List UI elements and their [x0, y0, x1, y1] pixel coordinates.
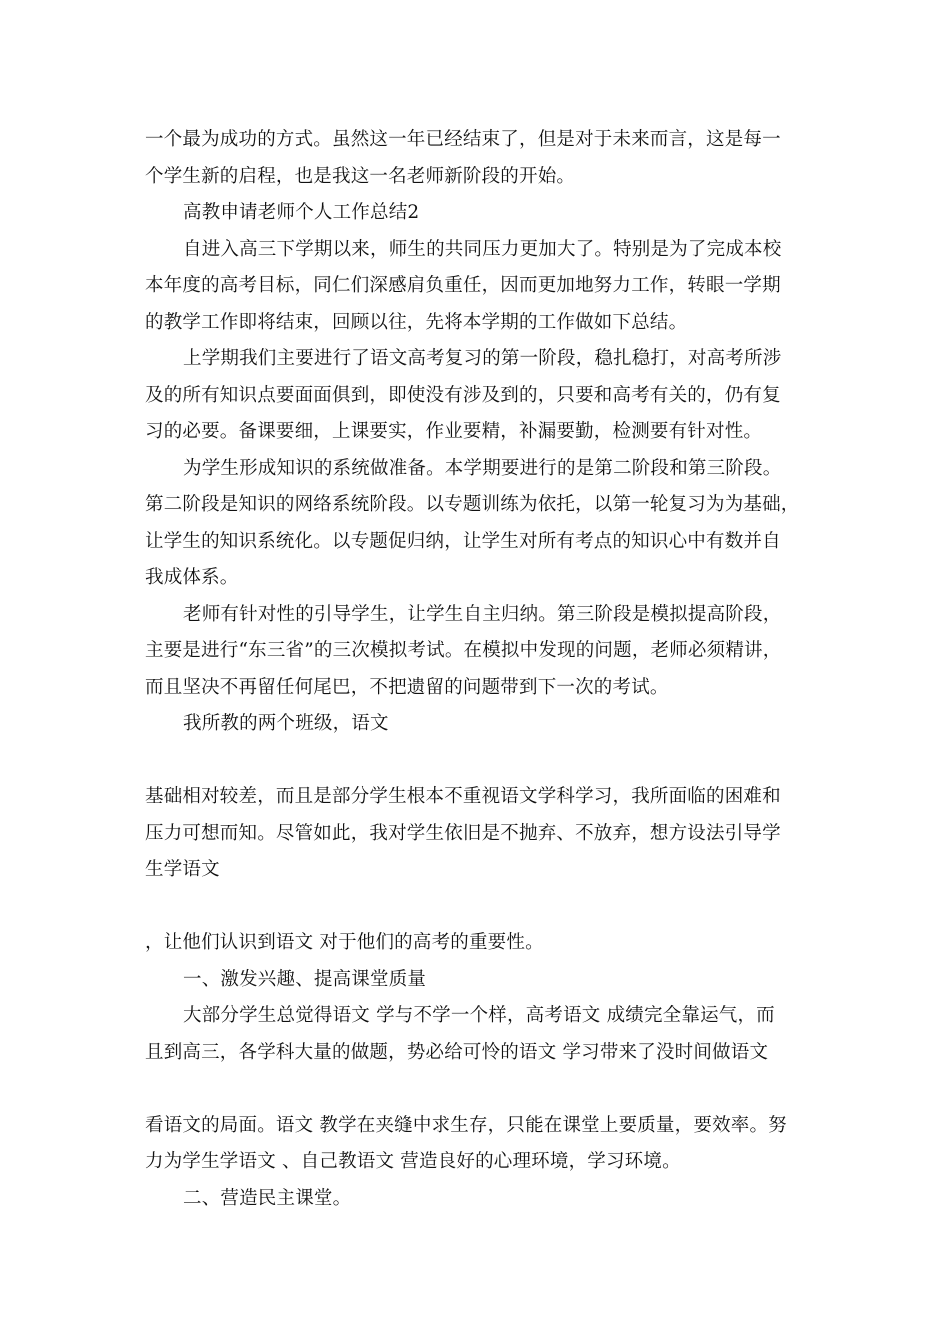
text-line: 压力可想而知。尽管如此，我对学生依旧是不抛弃、不放弃，想方设法引导学	[145, 822, 781, 844]
text-line: 的教学工作即将结束，回顾以往，先将本学期的工作做如下总结。	[145, 311, 688, 333]
text-line: 一个最为成功的方式。虽然这一年已经结束了，但是对于未来而言，这是每一	[145, 129, 781, 150]
text-line: 生学语文	[145, 859, 220, 880]
paragraph-gap	[145, 1071, 805, 1108]
text-line: 第二阶段是知识的网络系统阶段。以专题训练为依托，以第一轮复习为为基础，	[145, 494, 800, 515]
document-page	[145, 122, 805, 1217]
text-line: 让学生的知识系统化。以专题促归纳，让学生对所有考点的知识心中有数并自	[145, 530, 781, 552]
text-line: 基础相对较差，而且是部分学生根本不重视语文学科学习，我所面临的困难和	[145, 786, 781, 807]
text-line: 我成体系。	[145, 567, 239, 588]
text-line: 上学期我们主要进行了语文高考复习的第一阶段，稳扎稳打，对高考所涉	[183, 348, 782, 369]
text-line: 而且坚决不再留任何尾巴，不把遗留的问题带到下一次的考试。	[145, 676, 669, 698]
text-line: 及的所有知识点要面面俱到，即使没有涉及到的，只要和高考有关的，仍有复	[145, 384, 781, 406]
text-line: 个学生新的启程，也是我这一名老师新阶段的开始。	[145, 165, 576, 187]
text-line: 老师有针对性的引导学生，让学生自主归纳。第三阶段是模拟提高阶段，	[183, 603, 782, 625]
paragraph-gap	[145, 889, 805, 926]
text-line: 且到高三，各学科大量的做题，势必给可怜的语文 学习带来了没时间做语文	[145, 1041, 769, 1063]
text-line: 力为学生学语文 、自己教语文 营造良好的心理环境，学习环境。	[145, 1151, 681, 1172]
text-line: 自进入高三下学期以来，师生的共同压力更加大了。特别是为了完成本校	[183, 238, 782, 260]
paragraph-gap	[145, 743, 805, 780]
text-line: 二、营造民主课堂。	[183, 1187, 352, 1209]
text-line: 看语文的局面。语文 教学在夹缝中求生存，只能在课堂上要质量，要效率。努	[145, 1114, 787, 1136]
text-line: ，让他们认识到语文 对于他们的高考的重要性。	[145, 932, 544, 953]
text-line: 为学生形成知识的系统做准备。本学期要进行的是第二阶段和第三阶段。	[183, 457, 782, 479]
text-line: 本年度的高考目标，同仁们深感肩负重任，因而更加地努力工作，转眼一学期	[145, 275, 781, 296]
text-line: 高教申请老师个人工作总结2	[183, 202, 420, 223]
text-line: 一、激发兴趣、提高课堂质量	[183, 968, 427, 990]
text-line: 我所教的两个班级，语文	[183, 713, 389, 734]
text-line: 习的必要。备课要细，上课要实，作业要精，补漏要勤，检测要有针对性。	[145, 421, 763, 442]
text-line: 大部分学生总觉得语文 学与不学一个样，高考语文 成绩完全靠运气，而	[183, 1005, 775, 1026]
text-line: 主要是进行“东三省”的三次模拟考试。在模拟中发现的问题，老师必须精讲，	[145, 640, 782, 661]
